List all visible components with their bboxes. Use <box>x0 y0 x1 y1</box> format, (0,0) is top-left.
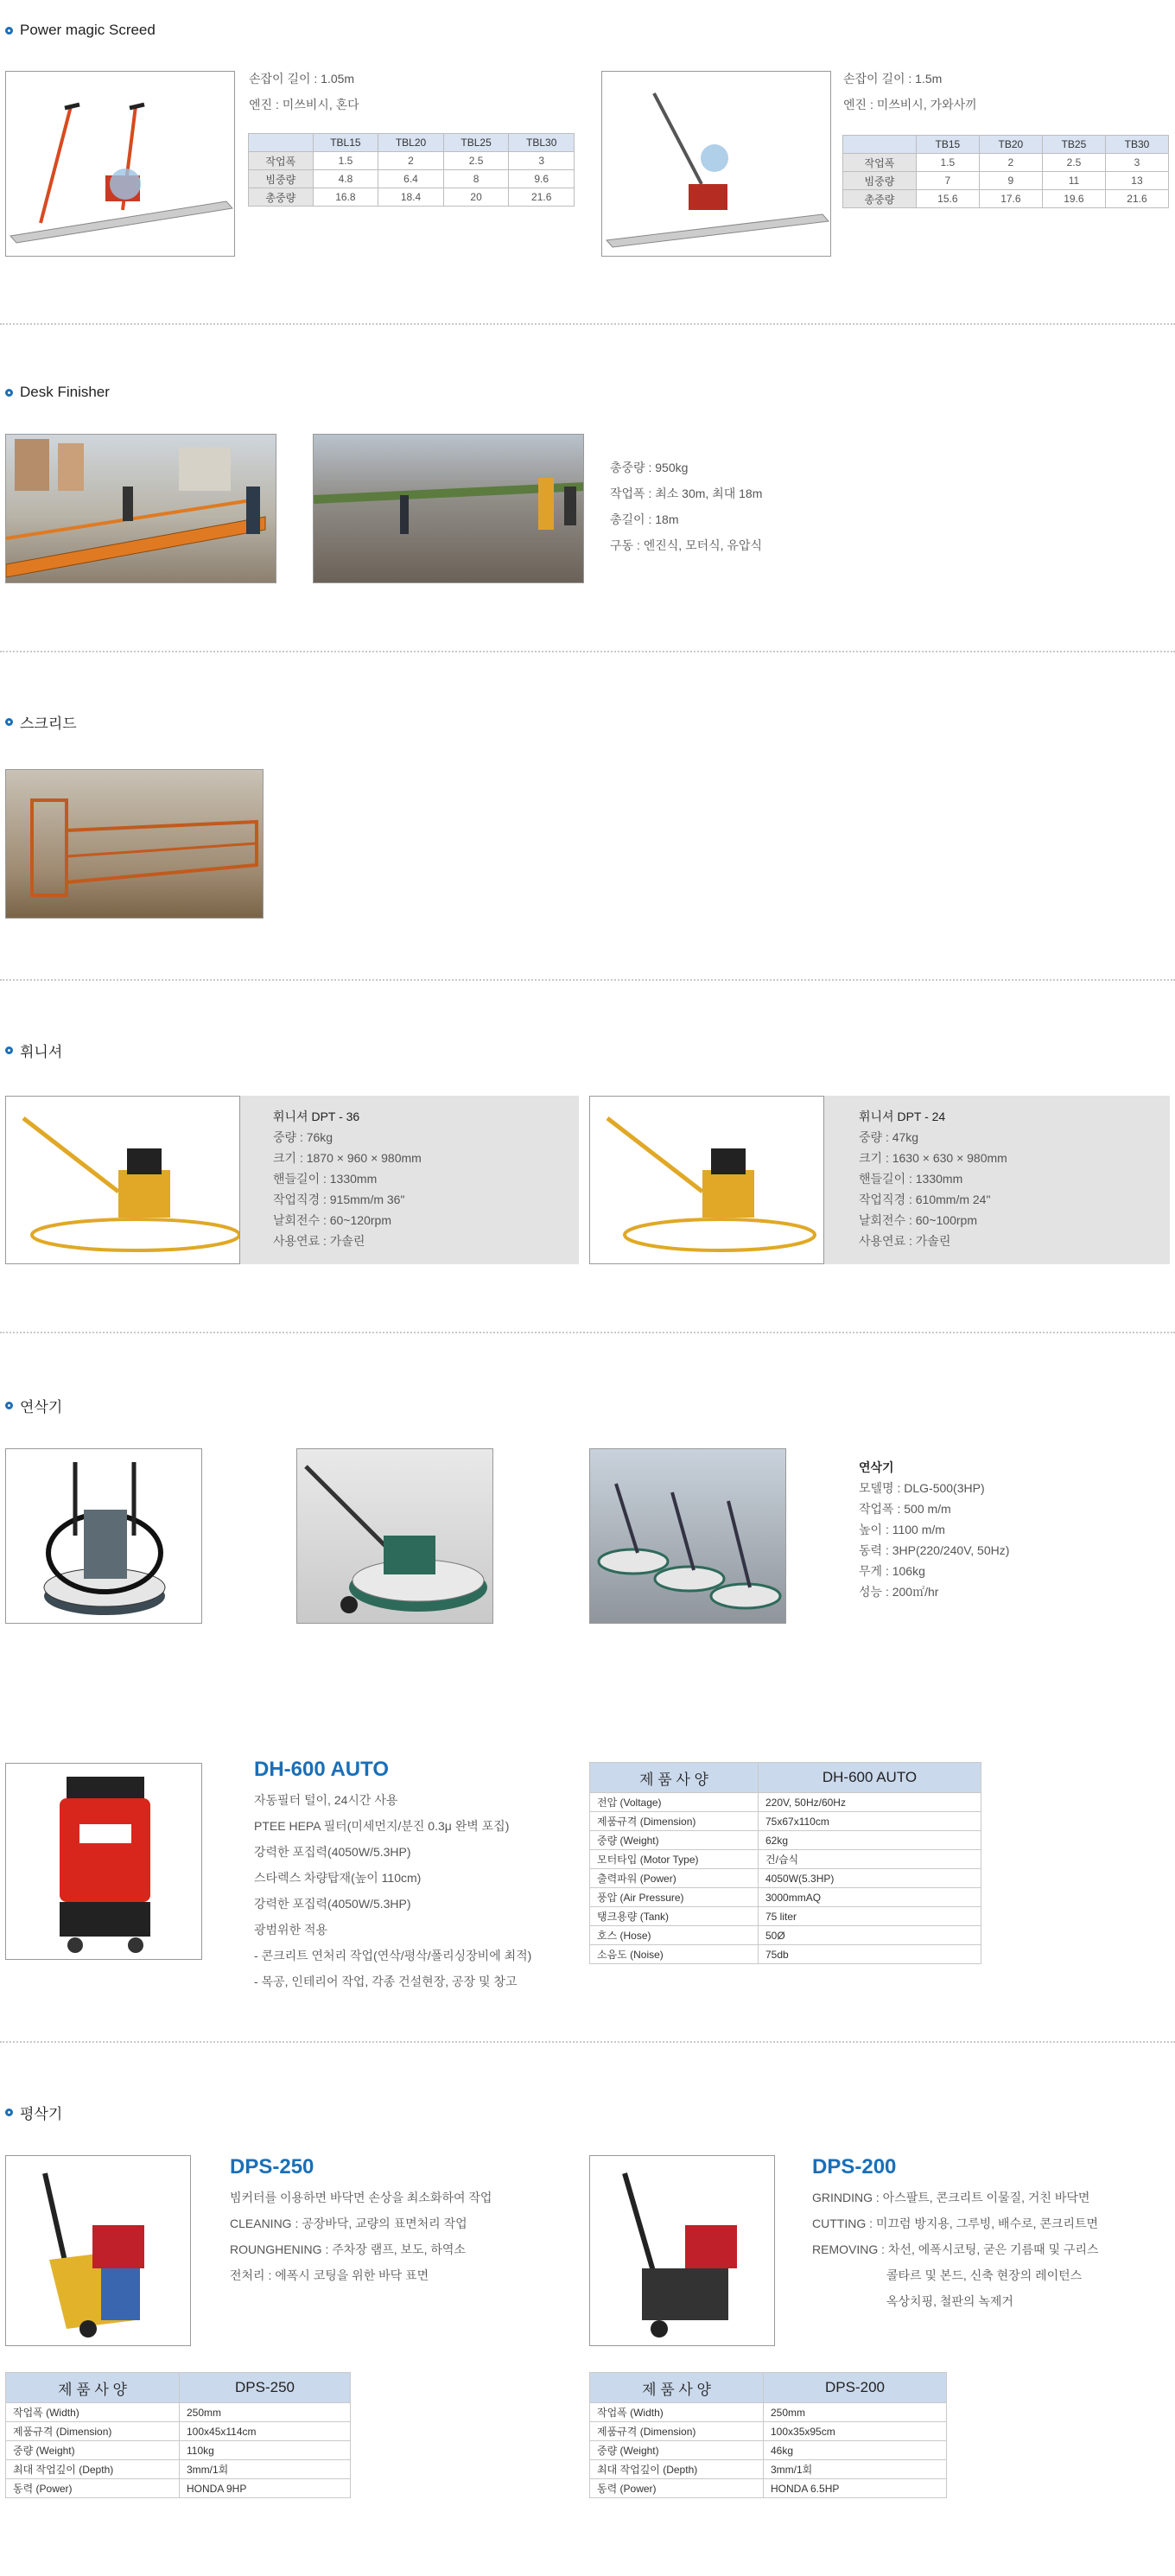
table-cell: 75db <box>759 1945 981 1964</box>
table-header: DH-600 AUTO <box>759 1763 981 1793</box>
dps250-title: DPS-250 <box>230 2155 314 2178</box>
spec-line: 작업직경 : 915mm/m 36" <box>273 1193 405 1206</box>
desk-finisher-photo-left <box>5 434 276 583</box>
table-cell: 3 <box>509 152 575 170</box>
feature-line: CLEANING : 공장바닥, 교량의 표면처리 작업 <box>230 2217 467 2230</box>
table-cell: 작업폭 <box>843 154 917 172</box>
power-screed-photo-left <box>5 71 235 257</box>
table-header: TB25 <box>1042 136 1105 154</box>
table-cell: 2.5 <box>443 152 509 170</box>
feature-line: REMOVING : 차선, 에폭시코팅, 굳은 기름때 및 구리스 <box>812 2242 1099 2256</box>
grinder-photo-3 <box>589 1448 786 1624</box>
table-cell: HONDA 6.5HP <box>764 2479 947 2498</box>
feature-line: ROUNGHENING : 주차장 램프, 보도, 하역소 <box>230 2242 466 2256</box>
table-cell: 18.4 <box>378 188 444 207</box>
spec-line: 중량 : 47kg <box>859 1130 919 1144</box>
power-trowel-illustration <box>6 1097 240 1264</box>
spec-line: 사용연료 : 가솔린 <box>273 1234 365 1248</box>
section-title-desk-finisher <box>5 384 110 401</box>
power-screed-illustration <box>602 72 831 257</box>
power-right-table <box>842 135 1169 208</box>
section-divider <box>0 323 1175 325</box>
table-header: TBL30 <box>509 134 575 152</box>
desk-finisher-illustration <box>6 435 276 583</box>
screed-illustration <box>6 770 264 919</box>
scarifier-illustration <box>590 2156 775 2346</box>
section-title-label: Power magic Screed <box>20 22 156 38</box>
screed-photo <box>5 769 264 919</box>
finisher-model: 휘니셔 DPT - 24 <box>859 1110 946 1123</box>
table-cell: 11 <box>1042 172 1105 190</box>
bullet-icon <box>5 1402 13 1409</box>
table-cell: 75x67x110cm <box>759 1812 981 1831</box>
dps250-features <box>230 2185 492 2288</box>
table-cell: 풍압 (Air Pressure) <box>590 1888 759 1907</box>
table-cell: 250mm <box>764 2403 947 2422</box>
spec-line: 크기 : 1870 × 960 × 980mm <box>273 1151 422 1165</box>
table-cell: 총중량 <box>843 190 917 208</box>
feature-line: - 목공, 인테리어 작업, 각종 건설현장, 공장 및 창고 <box>254 1975 518 1988</box>
table-cell: 3000mmAQ <box>759 1888 981 1907</box>
table-cell: 최대 작업깊이 (Depth) <box>590 2460 764 2479</box>
dps200-photo <box>589 2155 775 2346</box>
table-cell: 100x35x95cm <box>764 2422 947 2441</box>
section-title-label: 휘니셔 <box>20 1044 63 1060</box>
dh600-spec-table <box>589 1762 981 1964</box>
grinder-photo-1 <box>5 1448 202 1624</box>
finisher-photo-right <box>589 1096 824 1264</box>
table-header: 제 품 사 양 <box>590 2373 764 2403</box>
feature-line: PTEE HEPA 필터(미세먼지/분진 0.3μ 완벽 포집) <box>254 1819 510 1833</box>
bullet-icon <box>5 1046 13 1054</box>
table-cell: 호스 (Hose) <box>590 1926 759 1945</box>
table-cell: 2.5 <box>1042 154 1105 172</box>
spec-line: 모델명 : DLG-500(3HP) <box>859 1481 985 1495</box>
feature-line: 자동필터 털이, 24시간 사용 <box>254 1793 398 1807</box>
table-cell: 7 <box>916 172 979 190</box>
section-title-screed <box>5 711 77 733</box>
grinder-group-illustration <box>590 1449 786 1624</box>
table-cell: 최대 작업깊이 (Depth) <box>6 2460 180 2479</box>
spec-line: 높이 : 1100 m/m <box>859 1523 945 1536</box>
table-cell: 출력파워 (Power) <box>590 1869 759 1888</box>
feature-line: 빔커터를 이용하면 바닥면 손상을 최소화하여 작업 <box>230 2191 492 2204</box>
table-cell: 1.5 <box>916 154 979 172</box>
table-cell: 2 <box>979 154 1042 172</box>
spec-line: 날회전수 : 60~100rpm <box>859 1213 977 1227</box>
table-cell: 3 <box>1105 154 1168 172</box>
table-cell: 중량 (Weight) <box>590 2441 764 2460</box>
table-cell: 동력 (Power) <box>6 2479 180 2498</box>
table-cell: 110kg <box>180 2441 351 2460</box>
bullet-icon <box>5 27 13 35</box>
dh600-features <box>254 1787 531 1994</box>
table-cell: 1.5 <box>313 152 378 170</box>
desk-finisher-photo-right <box>313 434 584 583</box>
section-divider <box>0 979 1175 981</box>
spec-line: 동력 : 3HP(220/240V, 50Hz) <box>859 1543 1010 1557</box>
feature-line: 광범위한 적용 <box>254 1923 328 1937</box>
feature-line: 스타렉스 차량탑재(높이 110cm) <box>254 1871 422 1885</box>
table-cell: 6.4 <box>378 170 444 188</box>
section-title-label: Desk Finisher <box>20 384 110 400</box>
table-cell: 중량 (Weight) <box>6 2441 180 2460</box>
grinder-specs <box>859 1457 1009 1602</box>
dps200-features <box>812 2185 1099 2314</box>
table-cell: 62kg <box>759 1831 981 1850</box>
table-cell: 작업폭 <box>249 152 314 170</box>
table-header <box>843 136 917 154</box>
feature-line: 옥상치핑, 철판의 녹제거 <box>886 2294 1013 2308</box>
table-cell: 15.6 <box>916 190 979 208</box>
table-cell: 20 <box>443 188 509 207</box>
table-cell: 9 <box>979 172 1042 190</box>
spec-line: 중량 : 76kg <box>273 1130 333 1144</box>
spec-line: 핸들길이 : 1330mm <box>273 1172 378 1186</box>
spec-line: 손잡이 길이 : 1.05m <box>249 72 355 86</box>
desk-finisher-illustration <box>314 435 584 583</box>
table-header: 제 품 사 양 <box>590 1763 759 1793</box>
table-cell: 13 <box>1105 172 1168 190</box>
table-cell: 모터타입 (Motor Type) <box>590 1850 759 1869</box>
table-cell: 4050W(5.3HP) <box>759 1869 981 1888</box>
dust-collector-illustration <box>6 1764 202 1960</box>
desk-finisher-specs <box>610 455 762 558</box>
bullet-icon <box>5 389 13 397</box>
table-cell: 9.6 <box>509 170 575 188</box>
section-title-label: 평삭기 <box>20 2106 63 2122</box>
table-cell: 제품규격 (Dimension) <box>6 2422 180 2441</box>
grinder-photo-2 <box>296 1448 493 1624</box>
dh600-title: DH-600 AUTO <box>254 1758 390 1781</box>
bullet-icon <box>5 718 13 726</box>
table-cell: 46kg <box>764 2441 947 2460</box>
table-cell: 4.8 <box>313 170 378 188</box>
power-right-specs <box>843 66 977 118</box>
table-header: TBL25 <box>443 134 509 152</box>
dps200-spec-table <box>589 2372 947 2498</box>
table-cell: 100x45x114cm <box>180 2422 351 2441</box>
table-cell: 21.6 <box>1105 190 1168 208</box>
table-cell: 빔중량 <box>249 170 314 188</box>
section-title-finisher <box>5 1040 62 1061</box>
table-cell: 빔중량 <box>843 172 917 190</box>
table-header: TBL15 <box>313 134 378 152</box>
spec-line: 총중량 : 950kg <box>610 461 689 474</box>
table-header: TB20 <box>979 136 1042 154</box>
spec-line: 작업폭 : 500 m/m <box>859 1502 951 1516</box>
table-cell: 250mm <box>180 2403 351 2422</box>
power-trowel-illustration <box>590 1097 824 1264</box>
table-cell: 19.6 <box>1042 190 1105 208</box>
power-screed-illustration <box>6 72 235 257</box>
feature-line: - 콘크리트 연처리 작업(연삭/평삭/폴리싱장비에 최적) <box>254 1949 532 1962</box>
grinder-heading: 연삭기 <box>859 1460 894 1474</box>
table-cell: 총중량 <box>249 188 314 207</box>
finisher-left-specs <box>273 1106 422 1251</box>
table-cell: 제품규격 (Dimension) <box>590 1812 759 1831</box>
feature-line: 전처리 : 에폭시 코팅을 위한 바닥 표면 <box>230 2268 429 2282</box>
spec-line: 날회전수 : 60~120rpm <box>273 1213 391 1227</box>
section-title-planer <box>5 2102 62 2123</box>
table-header <box>249 134 314 152</box>
table-cell: 건/습식 <box>759 1850 981 1869</box>
scarifier-illustration <box>6 2156 191 2346</box>
power-screed-photo-right <box>601 71 831 257</box>
table-cell: 작업폭 (Width) <box>6 2403 180 2422</box>
finisher-model: 휘니셔 DPT - 36 <box>273 1110 360 1123</box>
spec-line: 구동 : 엔진식, 모터식, 유압식 <box>610 538 762 552</box>
feature-line: 콜타르 및 본드, 신축 현장의 레이턴스 <box>886 2268 1083 2282</box>
feature-line: GRINDING : 아스팔트, 콘크리트 이물질, 거친 바닥면 <box>812 2191 1090 2204</box>
spec-line: 손잡이 길이 : 1.5m <box>843 72 943 86</box>
dh600-photo <box>5 1763 202 1960</box>
spec-line: 엔진 : 미쓰비시, 가와사끼 <box>843 98 977 111</box>
spec-line: 작업직경 : 610mm/m 24" <box>859 1193 991 1206</box>
finisher-photo-left <box>5 1096 240 1264</box>
table-header: DPS-200 <box>764 2373 947 2403</box>
table-cell: 작업폭 (Width) <box>590 2403 764 2422</box>
table-cell: 17.6 <box>979 190 1042 208</box>
table-cell: 21.6 <box>509 188 575 207</box>
table-cell: 75 liter <box>759 1907 981 1926</box>
section-divider <box>0 651 1175 652</box>
table-cell: HONDA 9HP <box>180 2479 351 2498</box>
spec-line: 엔진 : 미쓰비시, 혼다 <box>249 98 359 111</box>
power-left-specs <box>249 66 359 118</box>
table-cell: 소음도 (Noise) <box>590 1945 759 1964</box>
section-title-label: 스크리드 <box>20 716 77 732</box>
bullet-icon <box>5 2109 13 2116</box>
table-cell: 전압 (Voltage) <box>590 1793 759 1812</box>
spec-line: 무게 : 106kg <box>859 1564 925 1578</box>
section-title-power-magic-screed <box>5 22 156 39</box>
section-title-label: 연삭기 <box>20 1399 63 1415</box>
feature-line: 강력한 포집력(4050W/5.3HP) <box>254 1845 411 1859</box>
table-header: TBL20 <box>378 134 444 152</box>
dps250-spec-table <box>5 2372 351 2498</box>
table-header: DPS-250 <box>180 2373 351 2403</box>
table-cell: 중량 (Weight) <box>590 1831 759 1850</box>
grinder-illustration <box>6 1449 202 1624</box>
spec-line: 성능 : 200㎡/hr <box>859 1585 939 1599</box>
table-cell: 2 <box>378 152 444 170</box>
table-cell: 탱크용량 (Tank) <box>590 1907 759 1926</box>
spec-line: 핸들길이 : 1330mm <box>859 1172 963 1186</box>
table-cell: 8 <box>443 170 509 188</box>
dps250-photo <box>5 2155 191 2346</box>
table-cell: 제품규격 (Dimension) <box>590 2422 764 2441</box>
finisher-right-specs <box>859 1106 1007 1251</box>
table-cell: 동력 (Power) <box>590 2479 764 2498</box>
table-header: 제 품 사 양 <box>6 2373 180 2403</box>
table-cell: 3mm/1회 <box>764 2460 947 2479</box>
spec-line: 총길이 : 18m <box>610 512 679 526</box>
power-left-table <box>248 133 575 207</box>
spec-line: 사용연료 : 가솔린 <box>859 1234 951 1248</box>
table-cell: 50Ø <box>759 1926 981 1945</box>
table-cell: 220V, 50Hz/60Hz <box>759 1793 981 1812</box>
table-cell: 16.8 <box>313 188 378 207</box>
spec-line: 작업폭 : 최소 30m, 최대 18m <box>610 487 763 500</box>
section-divider <box>0 1332 1175 1333</box>
section-divider <box>0 2041 1175 2043</box>
table-header: TB15 <box>916 136 979 154</box>
section-title-grinder <box>5 1395 62 1416</box>
spec-line: 크기 : 1630 × 630 × 980mm <box>859 1151 1007 1165</box>
table-cell: 3mm/1회 <box>180 2460 351 2479</box>
feature-line: CUTTING : 미끄럼 방지용, 그루빙, 배수로, 콘크리트면 <box>812 2217 1099 2230</box>
feature-line: 강력한 포집력(4050W/5.3HP) <box>254 1897 411 1911</box>
grinder-illustration <box>297 1449 493 1624</box>
dps200-title: DPS-200 <box>812 2155 897 2178</box>
table-header: TB30 <box>1105 136 1168 154</box>
